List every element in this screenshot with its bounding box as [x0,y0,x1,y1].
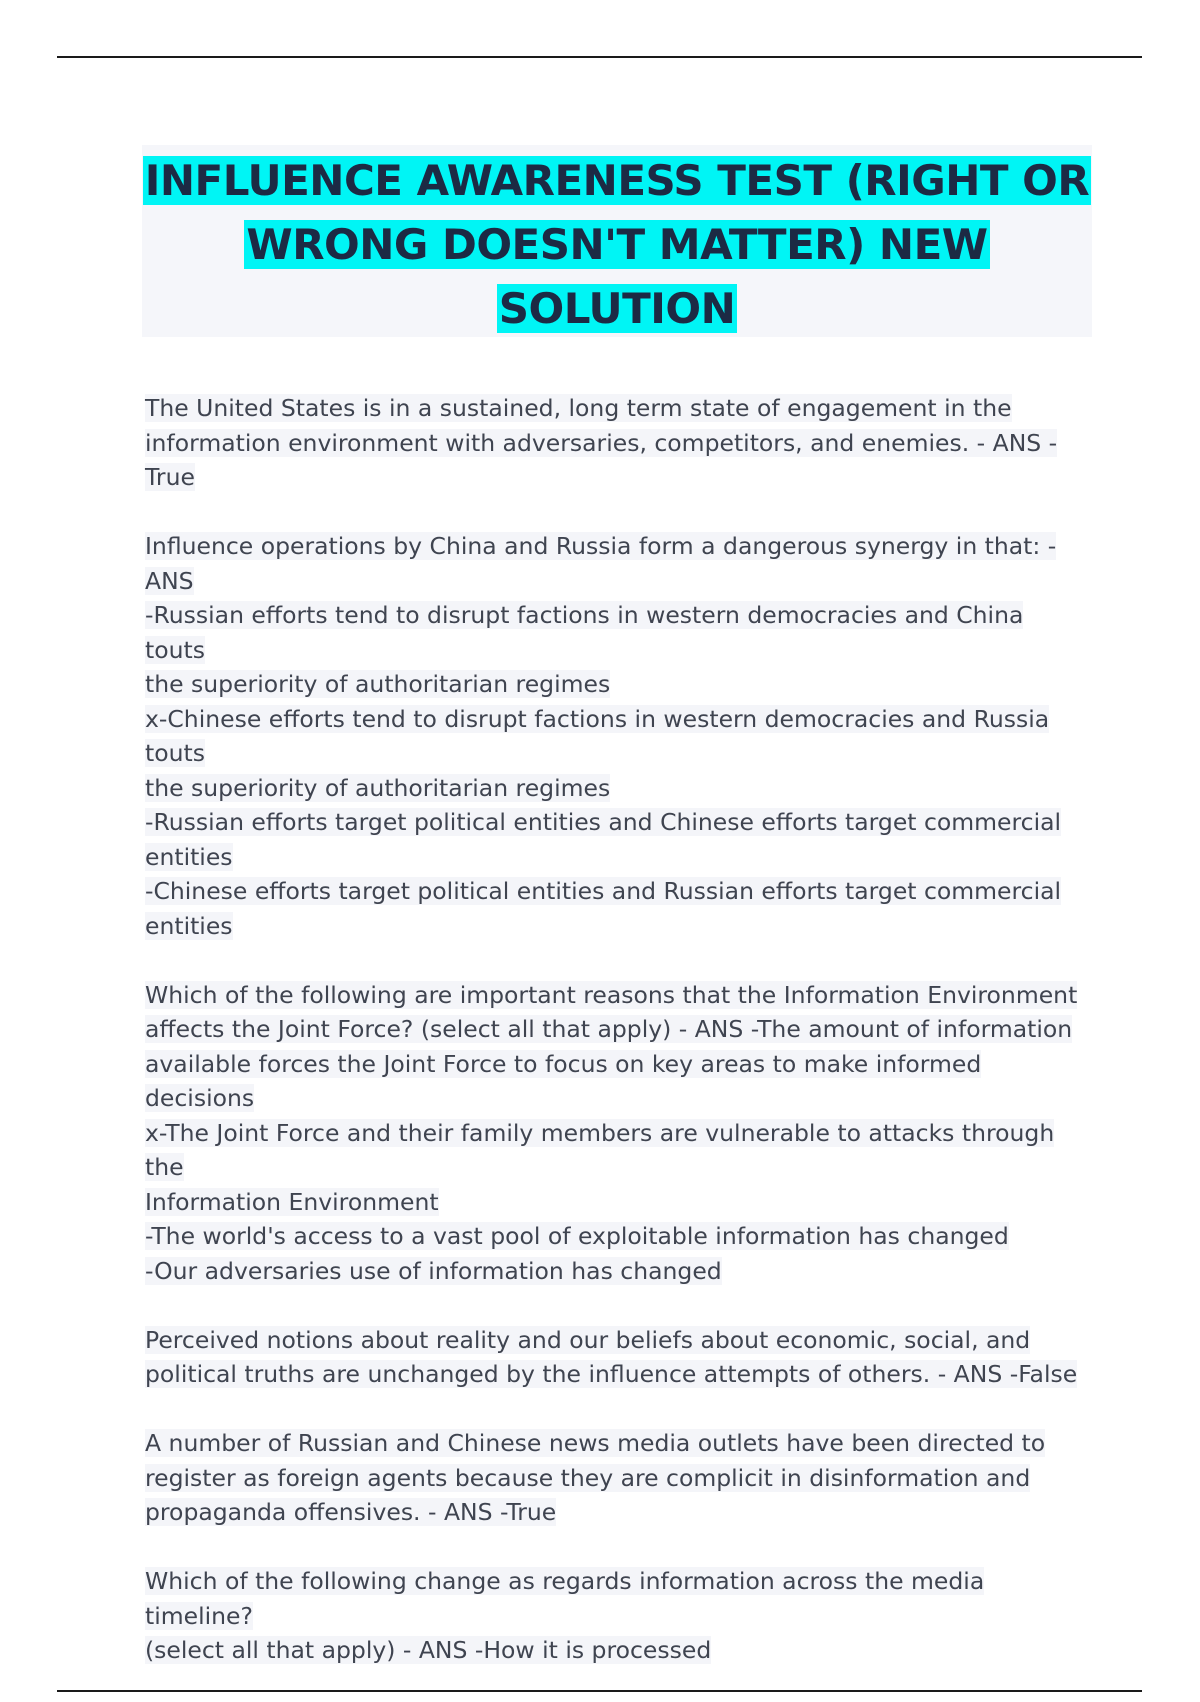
question-line: (select all that apply) - ANS -How it is processed [145,1636,712,1664]
answer-option: x-Chinese efforts tend to disrupt factions in western democracies and Russia touts [145,704,1050,767]
question-line: affects the Joint Force? (select all that apply) - ANS -The amount of information [145,1015,1073,1043]
answer-option: -Our adversaries use of information has changed [145,1256,722,1285]
title-block [142,145,1092,337]
header-rule [57,56,1142,58]
title-line-2: WRONG DOESN'T MATTER) NEW [246,220,988,269]
question-item [145,391,1090,495]
answer-option: -The world's access to a vast pool of exploitable information has changed [145,1222,1009,1250]
question-line: Which of the following change as regards information across the media timeline? [145,1567,985,1630]
question-item [145,978,1090,1289]
question-line: register as foreign agents because they are complicit in disinformation and [145,1463,1031,1492]
title-line-1: INFLUENCE AWARENESS TEST (RIGHT OR [144,156,1090,205]
answer-option: Information Environment [145,1187,439,1216]
question-item [145,1323,1090,1392]
question-line: information environment with adversaries, competitors, and enemies. - ANS -True [145,428,1058,491]
question-line: political truths are unchanged by the influence attempts of others. - ANS -False [145,1360,1078,1388]
title-line-3: SOLUTION [498,284,736,333]
answer-option: the superiority of authoritarian regimes [145,670,611,698]
question-line: propaganda offensives. - ANS -True [145,1498,557,1526]
question-line: A number of Russian and Chinese news media outlets have been directed to [145,1429,1046,1457]
answer-option: entities [145,842,233,871]
answer-option: available forces the Joint Force to focus on key areas to make informed decisions [145,1049,982,1112]
answer-option: the superiority of authoritarian regimes [145,773,611,802]
answer-option: -Russian efforts tend to disrupt factions in western democracies and China touts [145,601,1024,664]
answer-option: -Russian efforts target political entities and Chinese efforts target commercial [145,808,1062,836]
answer-option: -Chinese efforts target political entities and Russian efforts target commercial [145,877,1062,905]
answer-option: x-The Joint Force and their family members are vulnerable to attacks through the [145,1118,1055,1181]
question-item [145,1426,1090,1530]
document-title [142,149,1092,341]
question-list [145,391,1090,1702]
question-line: The United States is in a sustained, long term state of engagement in the [145,394,1012,422]
question-item [145,1564,1090,1668]
answer-option: entities [145,911,233,940]
question-item [145,529,1090,943]
question-line: Influence operations by China and Russia form a dangerous synergy in that: - ANS [145,532,1057,595]
question-line: Which of the following are important reasons that the Information Environment [145,980,1078,1009]
question-line: Perceived notions about reality and our beliefs about economic, social, and [145,1325,1031,1354]
footer-rule [57,1690,1142,1692]
